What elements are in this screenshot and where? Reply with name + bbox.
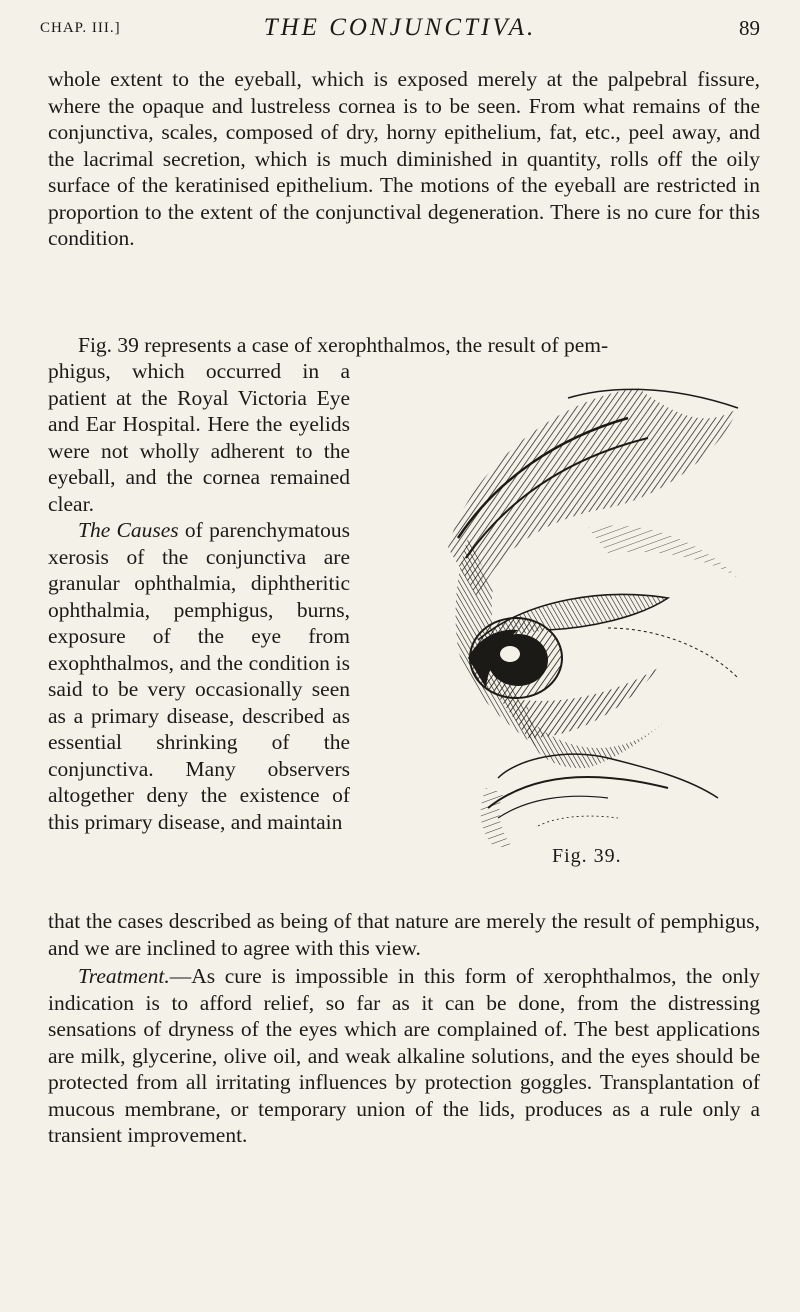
paragraph-2-lead (48, 332, 760, 359)
paragraph-3-cont-text: that the cases described as being of that nature are merely the result of pemphigus, and we are inclined to agree with this view. (48, 909, 760, 960)
running-header (40, 12, 760, 52)
figure-39 (438, 378, 758, 848)
paragraph-1-text: whole extent to the eyeball, which is exposed merely at the palpebral fissure, where the opaque and lustreless cornea is to be seen. From what remains of the conjunctiva, scales, composed of dry, horny epithelium, fat, etc., peel away, and the lacrimal secretion, which is much diminished in quantity, rolls off the oily surface of the keratinised epithelium. The motions of the eyeball are restricted in proportion to the extent of the conjunctival degeneration. There is no cure for this condition. (48, 67, 760, 250)
paragraph-4 (48, 963, 760, 1149)
running-title: THE CONJUNCTIVA. (263, 14, 537, 41)
causes-heading: The Causes (78, 518, 179, 542)
paragraph-2-wrap-text: phigus, which occurred in a patient at the Royal Victoria Eye and Ear Hospital. Here the eyelids were not wholly adherent to the eyeball, and the cornea remained clear. (48, 359, 350, 516)
chapter-label: CHAP. III.] (40, 20, 121, 36)
paragraph-4-body: —As cure is impossible in this form of xerophthalmos, the only indication is to afford relief, so far as it can be done, from the distressing sensations of dryness of the eyes which are complained of. The best applications are milk, glycerine, olive oil, and weak alkaline solutions, and the eyes should be protected from all irritating influences by protection goggles. Transplantation of mucous membrane, or temporary union of the lids, produces as a rule only a transient improvement. (48, 964, 760, 1147)
treatment-heading: Treatment. (78, 964, 170, 988)
paragraph-4-text (48, 963, 760, 1149)
page-number: 89 (739, 16, 760, 40)
figure-caption: Fig. 39. (552, 845, 622, 867)
paragraph-2-lead-text: Fig. 39 represents a case of xerophthalmos, the result of pem- (78, 333, 609, 357)
paragraph-3-continued (48, 908, 760, 961)
paragraph-1 (48, 66, 760, 252)
paragraph-3 (48, 517, 350, 835)
eye-illustration-icon (438, 378, 758, 848)
paragraph-3-wrap-text: of parenchymatous xerosis of the conjunctiva are granular ophthalmia, diphtheritic ophthalmia, pemphigus, burns, exposure of the eye from exophthalmos, and the condition is said to be very occasionally seen as a primary disease, described as essential shrinking of the conjunctiva. Many observers altogether deny the existence of this primary disease, and maintain (48, 518, 350, 834)
wrapped-text-column (48, 358, 350, 835)
